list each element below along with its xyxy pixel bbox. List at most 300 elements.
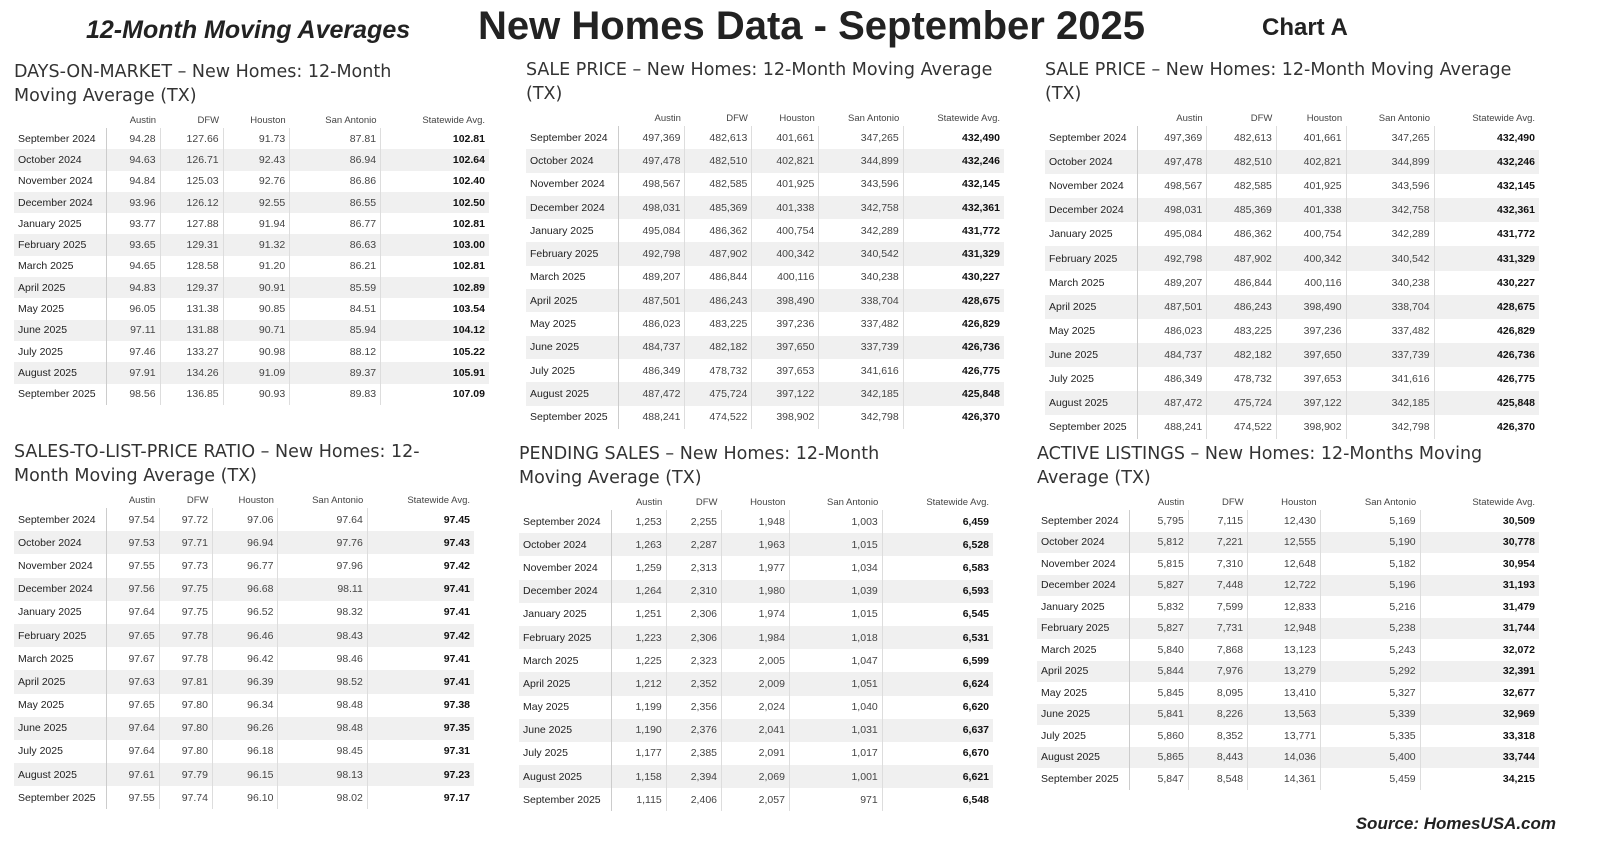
table-cell: 13,410 [1248, 682, 1321, 704]
table-row [526, 359, 1004, 382]
table-cell: 487,902 [1207, 246, 1277, 270]
table-cell: 97.61 [106, 763, 159, 786]
table-title: DAYS-ON-MARKET – New Homes: 12-Month Moving Average (TX) [14, 62, 392, 106]
table-row [526, 406, 1004, 429]
table-cell: 5,190 [1321, 532, 1421, 554]
table-cell: 498,031 [1137, 198, 1207, 222]
table-cell: 97.80 [159, 694, 212, 717]
data-table [519, 494, 993, 811]
row-label: June 2025 [14, 717, 106, 740]
table-cell: 88.12 [290, 341, 381, 362]
table-cell: 2,310 [666, 580, 721, 603]
table-row [526, 126, 1004, 149]
source-note: Source: HomesUSA.com [1355, 814, 1556, 833]
table-cell: 90.91 [223, 277, 290, 298]
table-cell: 1,015 [789, 603, 882, 626]
table-cell: 2,005 [722, 649, 790, 672]
column-header: Austin [635, 496, 663, 508]
table-cell: 432,490 [903, 126, 1004, 149]
table-cell: 98.46 [278, 647, 367, 670]
table-cell: 338,704 [819, 289, 903, 312]
table-cell: 2,352 [666, 672, 721, 695]
table-cell: 6,583 [882, 556, 993, 579]
table-cell: 1,034 [789, 556, 882, 579]
data-table [14, 492, 474, 809]
table-cell: 97.42 [367, 624, 474, 647]
column-header: Austin [654, 112, 681, 124]
table-cell: 1,980 [722, 580, 790, 603]
table-cell: 5,182 [1321, 553, 1421, 575]
table-cell: 12,555 [1248, 532, 1321, 554]
table-header-row [14, 112, 489, 128]
table-cell: 90.71 [223, 320, 290, 341]
table-row [14, 740, 474, 763]
table-corner [526, 110, 618, 126]
table-cell: 401,661 [1276, 126, 1346, 150]
table-cell: 432,246 [903, 149, 1004, 172]
table-cell: 96.68 [212, 578, 277, 601]
table-header-row [526, 110, 1004, 126]
table-cell: 12,833 [1248, 596, 1321, 618]
table-cell: 125.03 [160, 171, 223, 192]
table-cell: 97.72 [159, 508, 212, 531]
table-cell: 94.63 [106, 149, 160, 170]
row-label: December 2024 [14, 578, 106, 601]
row-label: July 2025 [1045, 367, 1137, 391]
table-cell: 397,650 [752, 336, 819, 359]
table-cell: 341,616 [819, 359, 903, 382]
table-cell: 6,624 [882, 672, 993, 695]
table-cell: 12,722 [1248, 575, 1321, 597]
table-cell: 495,084 [618, 219, 685, 242]
table-cell: 91.94 [223, 213, 290, 234]
table-cell: 5,840 [1129, 639, 1188, 661]
table-cell: 6,528 [882, 533, 993, 556]
table-cell: 482,182 [685, 336, 752, 359]
table-cell: 91.32 [223, 234, 290, 255]
table-cell: 96.10 [212, 786, 277, 809]
row-label: November 2024 [519, 556, 611, 579]
table-row [14, 192, 489, 213]
table-cell: 432,361 [1434, 198, 1539, 222]
days-on-market-panel [14, 60, 489, 405]
table-cell: 432,490 [1434, 126, 1539, 150]
table-row [14, 624, 474, 647]
row-label: January 2025 [526, 219, 618, 242]
row-label: October 2024 [1045, 150, 1137, 174]
row-label: April 2025 [1045, 295, 1137, 319]
table-cell: 13,563 [1248, 704, 1321, 726]
row-label: February 2025 [1045, 246, 1137, 270]
table-row [1045, 343, 1539, 367]
table-cell: 127.88 [160, 213, 223, 234]
table-cell: 486,243 [1207, 295, 1277, 319]
table-cell: 482,510 [685, 149, 752, 172]
table-cell: 340,238 [819, 266, 903, 289]
table-corner [519, 494, 611, 510]
table-cell: 93.77 [106, 213, 160, 234]
table-cell: 426,736 [1434, 343, 1539, 367]
table-row [14, 341, 489, 362]
pending-sales-panel [519, 442, 993, 811]
row-label: August 2025 [1037, 747, 1129, 769]
table-cell: 1,039 [789, 580, 882, 603]
table-cell: 30,509 [1420, 510, 1539, 532]
table-cell: 13,279 [1248, 661, 1321, 683]
row-label: March 2025 [526, 266, 618, 289]
row-label: November 2024 [526, 173, 618, 196]
table-title: PENDING SALES – New Homes: 12-Month Moving Average (TX) [519, 444, 880, 488]
table-row [519, 765, 993, 788]
table-cell: 486,349 [618, 359, 685, 382]
table-cell: 86.77 [290, 213, 381, 234]
table-cell: 337,739 [1346, 343, 1434, 367]
table-cell: 401,338 [1276, 198, 1346, 222]
table-corner [1045, 110, 1137, 126]
table-corner [14, 112, 106, 128]
table-cell: 96.26 [212, 717, 277, 740]
column-header: San Antonio [312, 494, 364, 506]
table-cell: 92.43 [223, 149, 290, 170]
row-label: December 2024 [14, 192, 106, 213]
table-cell: 97.73 [159, 554, 212, 577]
table-row [526, 336, 1004, 359]
table-cell: 431,772 [903, 219, 1004, 242]
table-cell: 347,265 [819, 126, 903, 149]
table-cell: 14,361 [1248, 768, 1321, 790]
table-cell: 102.81 [381, 213, 489, 234]
table-row [1037, 532, 1539, 554]
table-cell: 97.43 [367, 531, 474, 554]
table-cell: 498,031 [618, 196, 685, 219]
table-cell: 97.41 [367, 647, 474, 670]
table-cell: 98.56 [106, 384, 160, 405]
table-cell: 398,902 [1276, 415, 1346, 439]
row-label: September 2024 [14, 128, 106, 149]
table-cell: 971 [789, 788, 882, 811]
table-row [1037, 553, 1539, 575]
table-cell: 498,567 [618, 173, 685, 196]
table-cell: 401,338 [752, 196, 819, 219]
table-cell: 97.38 [367, 694, 474, 717]
row-label: September 2024 [1045, 126, 1137, 150]
table-cell: 1,003 [789, 510, 882, 533]
table-cell: 7,868 [1188, 639, 1247, 661]
column-header: DFW [197, 114, 220, 126]
row-label: December 2024 [526, 196, 618, 219]
table-cell: 5,339 [1321, 704, 1421, 726]
table-cell: 400,754 [1276, 222, 1346, 246]
row-label: November 2024 [14, 554, 106, 577]
table-cell: 94.84 [106, 171, 160, 192]
table-cell: 96.94 [212, 531, 277, 554]
table-cell: 426,775 [1434, 367, 1539, 391]
table-cell: 337,482 [819, 312, 903, 335]
table-cell: 32,969 [1420, 704, 1539, 726]
table-cell: 97.41 [367, 601, 474, 624]
table-cell: 6,593 [882, 580, 993, 603]
table-corner [14, 492, 106, 508]
table-cell: 84.51 [290, 298, 381, 319]
table-row [14, 149, 489, 170]
table-cell: 97.41 [367, 578, 474, 601]
table-cell: 6,637 [882, 719, 993, 742]
table-cell: 89.37 [290, 362, 381, 383]
column-header: Houston [1306, 112, 1343, 124]
row-label: September 2025 [519, 788, 611, 811]
table-cell: 126.12 [160, 192, 223, 213]
column-header: Statewide Avg. [937, 112, 1000, 124]
table-cell: 474,522 [685, 406, 752, 429]
table-cell: 5,216 [1321, 596, 1421, 618]
table-cell: 86.94 [290, 149, 381, 170]
table-cell: 430,227 [1434, 271, 1539, 295]
table-cell: 12,648 [1248, 553, 1321, 575]
row-label: April 2025 [14, 670, 106, 693]
table-row [14, 256, 489, 277]
table-row [1037, 747, 1539, 769]
table-cell: 1,015 [789, 533, 882, 556]
row-label: November 2024 [1037, 553, 1129, 575]
table-row [519, 556, 993, 579]
table-cell: 6,620 [882, 696, 993, 719]
table-cell: 136.85 [160, 384, 223, 405]
column-header: Houston [1281, 496, 1317, 508]
row-label: October 2024 [14, 531, 106, 554]
table-cell: 1,158 [611, 765, 666, 788]
table-row [1045, 391, 1539, 415]
table-row [526, 149, 1004, 172]
table-cell: 12,948 [1248, 618, 1321, 640]
table-cell: 102.81 [381, 128, 489, 149]
row-label: June 2025 [14, 320, 106, 341]
table-cell: 400,342 [1276, 246, 1346, 270]
table-cell: 487,501 [618, 289, 685, 312]
table-cell: 105.91 [381, 362, 489, 383]
table-cell: 2,306 [666, 603, 721, 626]
row-label: May 2025 [1045, 319, 1137, 343]
table-cell: 400,754 [752, 219, 819, 242]
table-cell: 342,185 [819, 382, 903, 405]
page-subtitle: 12-Month Moving Averages [86, 16, 411, 44]
table-cell: 85.94 [290, 320, 381, 341]
row-label: August 2025 [519, 765, 611, 788]
table-row [1037, 725, 1539, 747]
table-cell: 97.31 [367, 740, 474, 763]
column-header: DFW [1250, 112, 1273, 124]
table-cell: 102.64 [381, 149, 489, 170]
table-row [1037, 682, 1539, 704]
table-cell: 126.71 [160, 149, 223, 170]
table-cell: 97.80 [159, 717, 212, 740]
table-cell: 97.74 [159, 786, 212, 809]
row-label: September 2024 [1037, 510, 1129, 532]
table-cell: 489,207 [618, 266, 685, 289]
table-cell: 129.31 [160, 234, 223, 255]
table-cell: 342,798 [819, 406, 903, 429]
table-row [1045, 174, 1539, 198]
row-label: April 2025 [1037, 661, 1129, 683]
table-row [14, 717, 474, 740]
column-header: Houston [238, 494, 274, 506]
table-cell: 94.28 [106, 128, 160, 149]
table-cell: 1,263 [611, 533, 666, 556]
table-cell: 1,199 [611, 696, 666, 719]
table-cell: 486,023 [1137, 319, 1207, 343]
row-label: May 2025 [1037, 682, 1129, 704]
table-cell: 128.58 [160, 256, 223, 277]
table-cell: 400,116 [752, 266, 819, 289]
table-cell: 482,613 [1207, 126, 1277, 150]
row-label: June 2025 [519, 719, 611, 742]
row-label: September 2025 [14, 786, 106, 809]
table-cell: 402,821 [1276, 150, 1346, 174]
table-row [519, 603, 993, 626]
table-cell: 432,361 [903, 196, 1004, 219]
table-cell: 30,778 [1420, 532, 1539, 554]
column-header: Statewide Avg. [407, 494, 470, 506]
table-cell: 1,977 [722, 556, 790, 579]
table-cell: 97.45 [367, 508, 474, 531]
table-cell: 483,225 [685, 312, 752, 335]
table-row [519, 510, 993, 533]
sale-price-panel [526, 58, 1004, 429]
table-cell: 87.81 [290, 128, 381, 149]
row-label: October 2024 [519, 533, 611, 556]
row-label: September 2024 [526, 126, 618, 149]
table-cell: 5,459 [1321, 768, 1421, 790]
table-cell: 486,349 [1137, 367, 1207, 391]
table-row [526, 242, 1004, 265]
table-row [14, 531, 474, 554]
table-cell: 5,400 [1321, 747, 1421, 769]
table-row [519, 742, 993, 765]
table-cell: 5,795 [1129, 510, 1188, 532]
table-cell: 97.17 [367, 786, 474, 809]
row-label: December 2024 [1037, 575, 1129, 597]
table-cell: 347,265 [1346, 126, 1434, 150]
row-label: September 2025 [1037, 768, 1129, 790]
table-cell: 97.64 [106, 740, 159, 763]
table-cell: 482,613 [685, 126, 752, 149]
table-cell: 7,599 [1188, 596, 1247, 618]
table-cell: 86.55 [290, 192, 381, 213]
row-label: March 2025 [519, 649, 611, 672]
table-cell: 98.13 [278, 763, 367, 786]
table-row [1045, 222, 1539, 246]
row-label: May 2025 [519, 696, 611, 719]
table-cell: 487,902 [685, 242, 752, 265]
table-cell: 426,775 [903, 359, 1004, 382]
table-cell: 397,653 [1276, 367, 1346, 391]
table-cell: 1,031 [789, 719, 882, 742]
table-row [1045, 271, 1539, 295]
table-cell: 487,472 [1137, 391, 1207, 415]
table-row [14, 554, 474, 577]
table-cell: 2,091 [722, 742, 790, 765]
table-cell: 5,335 [1321, 725, 1421, 747]
row-label: June 2025 [1037, 704, 1129, 726]
table-cell: 431,329 [1434, 246, 1539, 270]
table-row [526, 219, 1004, 242]
table-row [14, 670, 474, 693]
table-cell: 482,510 [1207, 150, 1277, 174]
table-cell: 1,251 [611, 603, 666, 626]
row-label: November 2024 [14, 171, 106, 192]
chart-label: Chart A [1262, 14, 1348, 41]
table-cell: 33,318 [1420, 725, 1539, 747]
table-cell: 426,829 [903, 312, 1004, 335]
table-cell: 489,207 [1137, 271, 1207, 295]
table-cell: 486,844 [1207, 271, 1277, 295]
row-label: August 2025 [14, 362, 106, 383]
table-cell: 97.80 [159, 740, 212, 763]
table-cell: 432,145 [903, 173, 1004, 196]
table-corner [1037, 494, 1129, 510]
table-cell: 97.65 [106, 694, 159, 717]
table-cell: 487,472 [618, 382, 685, 405]
column-header: Austin [1157, 496, 1185, 508]
table-row [14, 362, 489, 383]
table-cell: 96.39 [212, 670, 277, 693]
table-cell: 97.76 [278, 531, 367, 554]
table-row [14, 601, 474, 624]
table-cell: 97.55 [106, 554, 159, 577]
row-label: August 2025 [526, 382, 618, 405]
table-cell: 7,976 [1188, 661, 1247, 683]
row-label: May 2025 [14, 298, 106, 319]
row-label: March 2025 [14, 647, 106, 670]
table-cell: 97.78 [159, 624, 212, 647]
table-row [1037, 704, 1539, 726]
table-cell: 90.85 [223, 298, 290, 319]
table-cell: 495,084 [1137, 222, 1207, 246]
table-cell: 6,621 [882, 765, 993, 788]
table-cell: 5,243 [1321, 639, 1421, 661]
table-cell: 131.88 [160, 320, 223, 341]
table-cell: 97.41 [367, 670, 474, 693]
table-row [14, 694, 474, 717]
table-cell: 105.22 [381, 341, 489, 362]
table-cell: 85.59 [290, 277, 381, 298]
table-cell: 96.77 [212, 554, 277, 577]
column-header: Statewide Avg. [422, 114, 485, 126]
table-cell: 131.38 [160, 298, 223, 319]
table-cell: 426,370 [903, 406, 1004, 429]
table-cell: 2,306 [666, 626, 721, 649]
table-cell: 94.83 [106, 277, 160, 298]
table-cell: 426,370 [1434, 415, 1539, 439]
table-cell: 397,653 [752, 359, 819, 382]
table-cell: 342,289 [1346, 222, 1434, 246]
table-cell: 486,023 [618, 312, 685, 335]
page-title: New Homes Data - September 2025 [478, 4, 1145, 48]
column-header: Houston [779, 112, 815, 124]
table-row [519, 533, 993, 556]
table-cell: 13,771 [1248, 725, 1321, 747]
table-cell: 8,443 [1188, 747, 1247, 769]
table-cell: 96.46 [212, 624, 277, 647]
table-cell: 426,829 [1434, 319, 1539, 343]
row-label: October 2024 [14, 149, 106, 170]
column-header: Statewide Avg. [1472, 496, 1535, 508]
table-cell: 486,362 [685, 219, 752, 242]
table-cell: 5,827 [1129, 575, 1188, 597]
table-cell: 2,385 [666, 742, 721, 765]
table-cell: 6,531 [882, 626, 993, 649]
table-title: SALE PRICE – New Homes: 12-Month Moving Average (TX) [1045, 60, 1512, 104]
table-cell: 129.37 [160, 277, 223, 298]
